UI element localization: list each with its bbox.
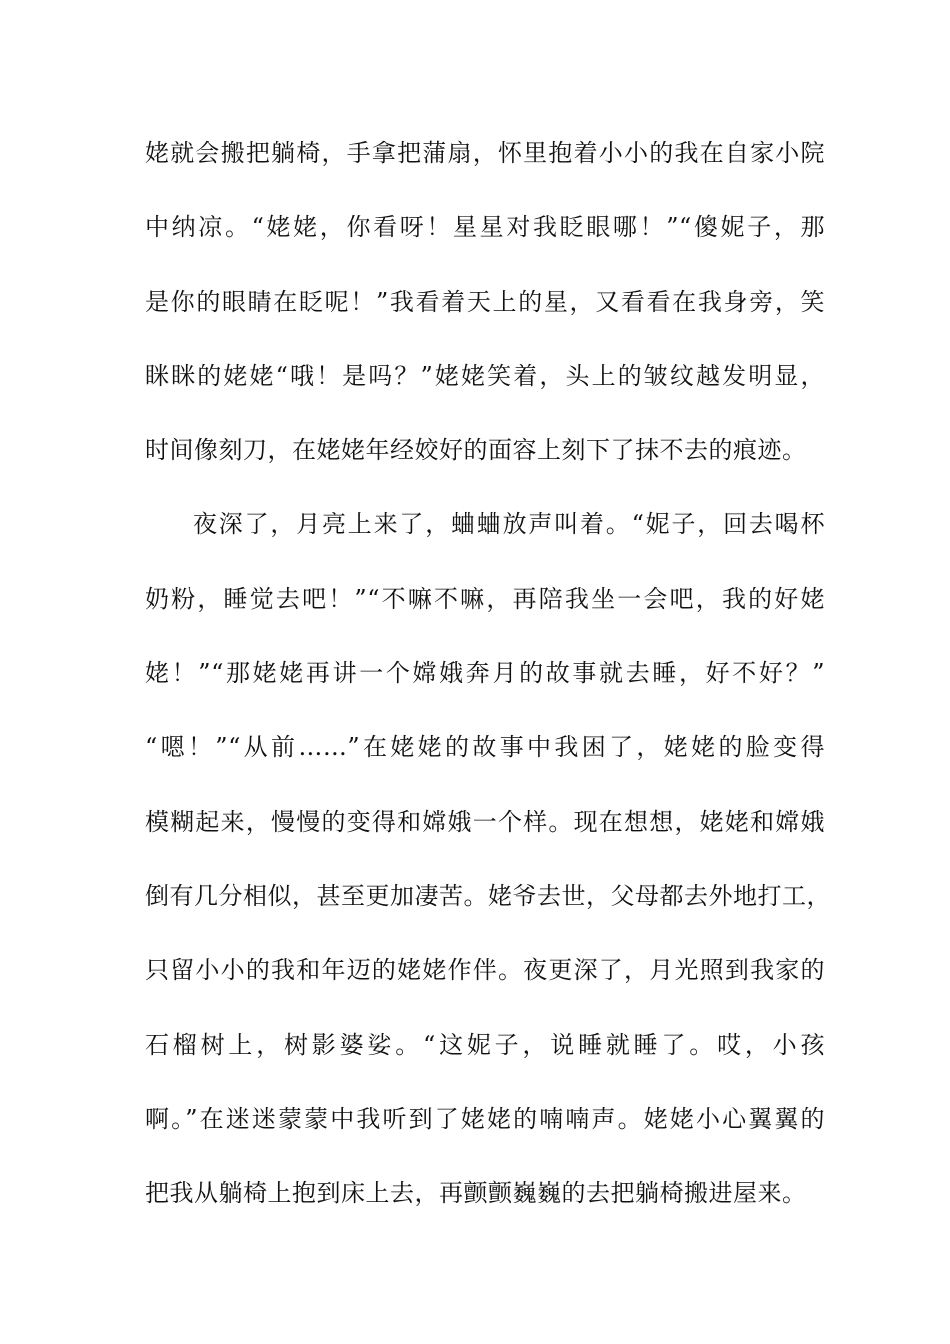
text-line: 把我从躺椅上抱到床上去，再颤颤巍巍的去把躺椅搬进屋来。 xyxy=(145,1179,807,1208)
text-line: 眯眯的姥姥“哦！是吗？”姥姥笑着，头上的皱纹越发明显， xyxy=(145,361,825,390)
text-line: 倒有几分相似，甚至更加凄苦。姥爷去世，父母都去外地打工， xyxy=(145,881,831,910)
text-line: 时间像刻刀，在姥姥年经姣好的面容上刻下了抹不去的痕迹。 xyxy=(145,436,807,465)
text-line: 只留小小的我和年迈的姥姥作伴。夜更深了，月光照到我家的 xyxy=(145,956,825,985)
text-line: 中纳凉。“姥姥，你看呀！星星对我眨眼哪！”“傻妮子，那 xyxy=(145,213,825,242)
text-line: 姥！”“那姥姥再讲一个嫦娥奔月的故事就去睡，好不好？” xyxy=(145,659,825,688)
text-line: 啊。”在迷迷蒙蒙中我听到了姥姥的喃喃声。姥姥小心翼翼的 xyxy=(145,1104,825,1133)
text-line: 石榴树上，树影婆娑。“这妮子，说睡就睡了。哎，小孩 xyxy=(145,1030,825,1059)
text-line: 模糊起来，慢慢的变得和嫦娥一个样。现在想想，姥姥和嫦娥 xyxy=(145,807,825,836)
text-line: 奶粉，睡觉去吧！”“不嘛不嘛，再陪我坐一会吧，我的好姥 xyxy=(145,584,825,613)
text-line: 是你的眼睛在眨呢！”我看着天上的星，又看看在我身旁，笑 xyxy=(145,287,825,316)
text-line: 姥就会搬把躺椅，手拿把蒲扇，怀里抱着小小的我在自家小院 xyxy=(145,139,825,167)
body-text xyxy=(145,126,831,1240)
paragraph-first-line: 夜深了，月亮上来了，蛐蛐放声叫着。“妮子，回去喝杯 xyxy=(193,510,825,539)
text-line: “嗯！”“从前……”在姥姥的故事中我困了，姥姥的脸变得 xyxy=(145,733,825,762)
